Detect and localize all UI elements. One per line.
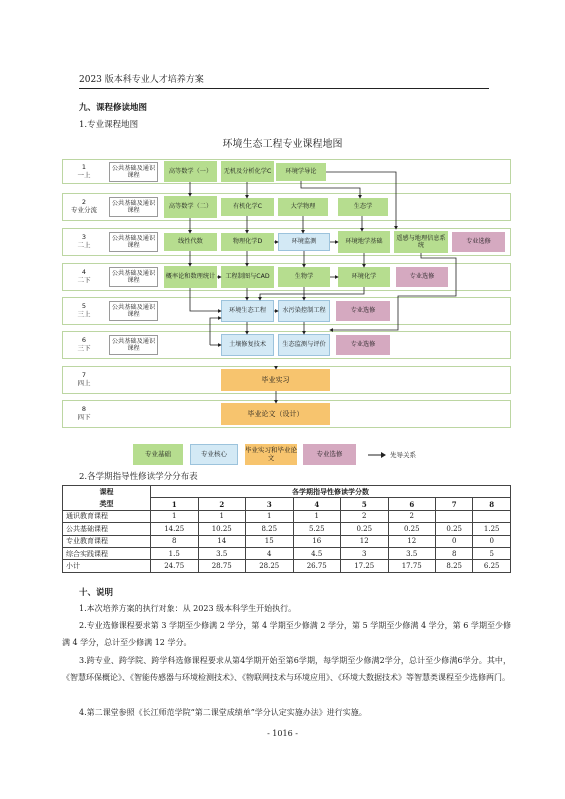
page-number: - 1016 - bbox=[267, 729, 298, 738]
header-semester: 2 bbox=[198, 498, 246, 510]
course-node: 环境化学 bbox=[338, 267, 390, 287]
semester-label: 7 四上 bbox=[77, 371, 91, 388]
elective-node: 专业选修 bbox=[336, 301, 390, 321]
elective-node: 专业选修 bbox=[452, 232, 505, 252]
header-title: 2023 版本科专业人才培养方案 bbox=[79, 75, 204, 85]
course-node: 生物学 bbox=[278, 267, 330, 287]
course-node: 无机及分析化学C bbox=[221, 161, 274, 182]
header-semester: 1 bbox=[151, 498, 199, 510]
table-header-row bbox=[63, 486, 511, 498]
subsection-title: 1.专业课程地图 bbox=[79, 120, 139, 130]
note-paragraph: 3.跨专业、跨学院、跨学科选修课程要求从第4学期开始至第6学期，每学期至少修满2学分，总计至少修满6学分。其中，《智慧环保概论》、《智能传感器与环境检测技术》、《物联网技术与环境应用》、《环境大数据技术》等智慧类课程至少选修两门。 bbox=[62, 656, 511, 682]
semester-label: 4 二下 bbox=[77, 268, 91, 285]
semester-label: 3 二上 bbox=[77, 233, 91, 250]
semester-label: 1 一上 bbox=[77, 163, 91, 180]
course-node: 有机化学C bbox=[221, 198, 274, 216]
legend-practice: 毕业实习和毕业论文 bbox=[245, 444, 297, 465]
internship-node: 毕业实习 bbox=[221, 369, 330, 391]
table-header-row bbox=[63, 498, 511, 510]
note-paragraph: 1.本次培养方案的执行对象：从 2023 级本科学生开始执行。 bbox=[79, 604, 297, 613]
header-semester: 4 bbox=[293, 498, 341, 510]
course-node: 环境监测 bbox=[278, 233, 330, 251]
section-title: 九、课程修读地图 bbox=[79, 103, 148, 113]
semester-label: 8 四下 bbox=[77, 405, 91, 422]
general-course-node: 公共基础及通识课程 bbox=[109, 232, 158, 252]
header-rule bbox=[79, 88, 489, 89]
semester-label: 6 三下 bbox=[77, 336, 91, 353]
note-paragraph: 4.第二课堂参照《长江师范学院“第二课堂成绩单”学分认定实施办法》进行实施。 bbox=[79, 708, 367, 717]
course-node: 环境学导论 bbox=[276, 163, 326, 181]
semester-label: 2 专业分流 bbox=[71, 198, 97, 215]
table-row: 小计 24.75 28.75 28.25 26.75 17.25 17.75 8.25 6.25 bbox=[63, 560, 511, 572]
credits-table bbox=[62, 485, 511, 573]
course-node: 大学物理 bbox=[278, 198, 328, 216]
course-node: 高等数学（一） bbox=[164, 161, 217, 182]
legend-core: 专业核心 bbox=[190, 444, 238, 465]
header-category: 课程 bbox=[63, 486, 151, 498]
elective-node: 专业选修 bbox=[396, 267, 448, 287]
general-course-node: 公共基础及通识课程 bbox=[109, 197, 158, 217]
header-semester: 3 bbox=[246, 498, 294, 510]
course-node: 生态监测与评价 bbox=[278, 334, 330, 356]
legend-arrow-icon bbox=[367, 451, 387, 459]
note-paragraph: 2.专业选修课程要求第 3 学期至少修满 2 学分，第 4 学期至少修满 2 学分，第 5 学期至少修满 4 学分，第 6 学期至少修满 4 学分，总计至少修满 12 学分。 bbox=[62, 621, 511, 647]
header-semester: 6 bbox=[388, 498, 436, 510]
table-row: 综合实践课程 1.5 3.5 4 4.5 3 3.5 8 5 bbox=[63, 547, 511, 559]
course-node: 高等数学（二） bbox=[164, 196, 217, 218]
course-node: 工程制图与CAD bbox=[221, 266, 274, 288]
course-node: 环境地学基础 bbox=[338, 231, 390, 253]
legend-prereq-label: 先导关系 bbox=[390, 451, 416, 459]
section-title: 十、说明 bbox=[79, 588, 114, 598]
table-row: 专业教育课程 8 14 15 16 12 12 0 0 bbox=[63, 535, 511, 547]
course-node: 水污染控制工程 bbox=[278, 300, 330, 322]
course-node: 环境生态工程 bbox=[221, 300, 274, 322]
course-node: 概率论和数理统计 bbox=[164, 266, 217, 288]
table-row: 通识教育课程 1 1 1 1 2 2 bbox=[63, 510, 511, 522]
header-group: 各学期指导性修读学分数 bbox=[151, 486, 511, 498]
header-semester: 5 bbox=[341, 498, 389, 510]
course-node: 土壤修复技术 bbox=[221, 334, 274, 356]
general-course-node: 公共基础及通识课程 bbox=[109, 162, 158, 182]
general-course-node: 公共基础及通识课程 bbox=[109, 301, 158, 321]
general-course-node: 公共基础及通识课程 bbox=[109, 335, 158, 355]
course-node: 遥感与地理信息系统 bbox=[394, 231, 448, 253]
credits-subtitle: 2.各学期指导性修读学分分布表 bbox=[79, 472, 198, 482]
course-node: 物理化学D bbox=[221, 233, 274, 251]
course-map-title: 环境生态工程专业课程地图 bbox=[222, 139, 343, 150]
course-node: 生态学 bbox=[338, 198, 388, 216]
general-course-node: 公共基础及通识课程 bbox=[109, 267, 158, 287]
course-node: 线性代数 bbox=[164, 233, 217, 251]
header-category-2: 类型 bbox=[63, 498, 151, 510]
table-row: 公共基础课程 14.25 10.25 8.25 5.25 0.25 0.25 0.25 1.25 bbox=[63, 523, 511, 535]
thesis-node: 毕业论文（设计） bbox=[221, 403, 330, 425]
header-semester: 7 bbox=[436, 498, 473, 510]
elective-node: 专业选修 bbox=[336, 335, 390, 355]
legend-basic: 专业基础 bbox=[133, 444, 183, 465]
semester-label: 5 三上 bbox=[77, 302, 91, 319]
header-semester: 8 bbox=[473, 498, 511, 510]
legend-elective: 专业选修 bbox=[303, 444, 356, 465]
